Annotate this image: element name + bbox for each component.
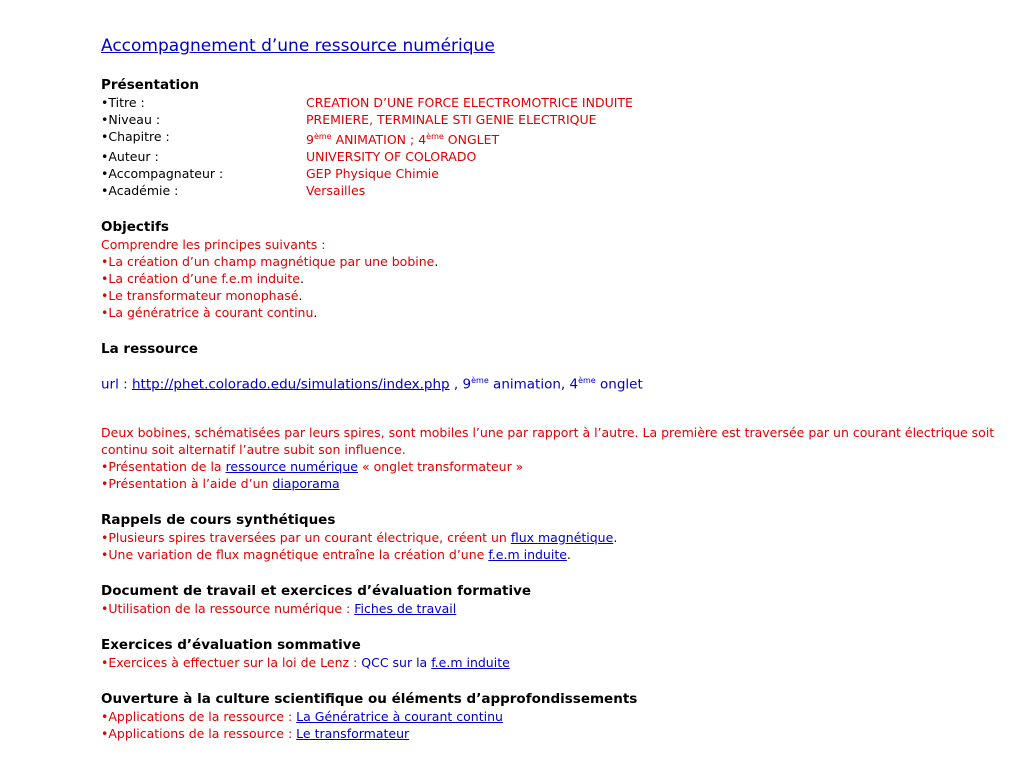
- sommative-line: •Exercices à effectuer sur la loi de Lenz : QCC sur la f.e.m induite: [101, 654, 510, 670]
- objectifs-heading: Objectifs: [101, 219, 169, 236]
- rappels-heading: Rappels de cours synthétiques: [101, 511, 336, 528]
- presentation-section: [101, 76, 1001, 199]
- qcc-fem-induite-link[interactable]: f.e.m induite: [431, 654, 510, 670]
- titre-value: CREATION D’UNE FORCE ELECTROMOTRICE INDUITE: [306, 95, 633, 110]
- presentation-ressource-line: •Présentation de la ressource numérique « onglet transformateur »: [101, 458, 524, 474]
- ressource-url-link[interactable]: http://phet.colorado.edu/simulations/index.php: [132, 376, 450, 393]
- presentation-heading: Présentation: [101, 77, 200, 93]
- academie-value: Versailles: [306, 183, 366, 199]
- presentation-diaporama-line: •Présentation à l’aide d’un diaporama: [101, 475, 340, 491]
- ouverture-section: [101, 690, 1001, 742]
- chapitre-key: •Chapitre :: [101, 129, 170, 144]
- auteur-row: [101, 148, 1001, 165]
- auteur-value: UNIVERSITY OF COLORADO: [306, 149, 477, 165]
- accompagnateur-key: •Accompagnateur :: [101, 166, 224, 182]
- flux-magnetique-link[interactable]: flux magnétique: [510, 529, 614, 545]
- objectifs-intro: Comprendre les principes suivants :: [101, 237, 326, 253]
- objectif-item: •La génératrice à courant continu.: [101, 305, 318, 321]
- document-travail-heading: Document de travail et exercices d’évaluation formative: [101, 582, 532, 599]
- document-page: [101, 36, 1001, 742]
- auteur-key: •Auteur :: [101, 149, 159, 165]
- accompagnateur-row: [101, 165, 1001, 182]
- ressource-numerique-link[interactable]: ressource numérique: [225, 458, 358, 474]
- rappel-line: •Une variation de flux magnétique entraîne la création d’une f.e.m induite.: [101, 546, 571, 562]
- sommative-heading: Exercices d’évaluation sommative: [101, 636, 361, 653]
- fem-induite-link[interactable]: f.e.m induite: [488, 546, 567, 562]
- niveau-row: [101, 111, 1001, 128]
- sommative-section: [101, 636, 1001, 671]
- accompagnateur-value: GEP Physique Chimie: [306, 166, 439, 182]
- niveau-value: PREMIERE, TERMINALE STI GENIE ELECTRIQUE: [306, 112, 597, 127]
- ouverture-line: •Applications de la ressource : Le transformateur: [101, 725, 410, 741]
- transformateur-link[interactable]: Le transformateur: [296, 725, 410, 741]
- ressource-description: Deux bobines, schématisées par leurs spires, sont mobiles l’une par rapport à l’autre. La première est traversée par un courant électrique soit continu soit alternatif l’autre subit son influence.: [101, 424, 995, 457]
- document-travail-section: [101, 582, 1001, 617]
- page-title: Accompagnement d’une ressource numérique: [101, 36, 495, 56]
- objectif-item: •Le transformateur monophasé.: [101, 288, 303, 304]
- objectif-item: •La création d’une f.e.m induite.: [101, 271, 304, 287]
- titre-key: •Titre :: [101, 95, 145, 110]
- objectifs-section: [101, 218, 1001, 321]
- diaporama-link[interactable]: diaporama: [272, 475, 340, 491]
- academie-row: [101, 182, 1001, 199]
- rappels-section: [101, 511, 1001, 563]
- generatrice-link[interactable]: La Génératrice à courant continu: [296, 708, 503, 724]
- niveau-key: •Niveau :: [101, 112, 161, 127]
- fiches-travail-link[interactable]: Fiches de travail: [354, 600, 457, 616]
- objectif-item: •La création d’un champ magnétique par une bobine.: [101, 254, 439, 270]
- ressource-section: [101, 340, 1001, 492]
- ressource-heading: La ressource: [101, 341, 198, 358]
- ouverture-line: •Applications de la ressource : La Génératrice à courant continu: [101, 708, 503, 724]
- titre-row: [101, 94, 1001, 111]
- document-travail-line: •Utilisation de la ressource numérique : Fiches de travail: [101, 600, 457, 616]
- ouverture-heading: Ouverture à la culture scientifique ou éléments d’approfondissements: [101, 690, 638, 707]
- academie-key: •Académie :: [101, 183, 179, 199]
- chapitre-row: [101, 128, 1001, 148]
- rappel-line: •Plusieurs spires traversées par un courant électrique, créent un flux magnétique.: [101, 529, 618, 545]
- chapitre-value: 9ème ANIMATION ; 4ème ONGLET: [306, 132, 500, 148]
- ressource-url-line: url : http://phet.colorado.edu/simulations/index.php , 9ème animation, 4ème onglet: [101, 375, 643, 393]
